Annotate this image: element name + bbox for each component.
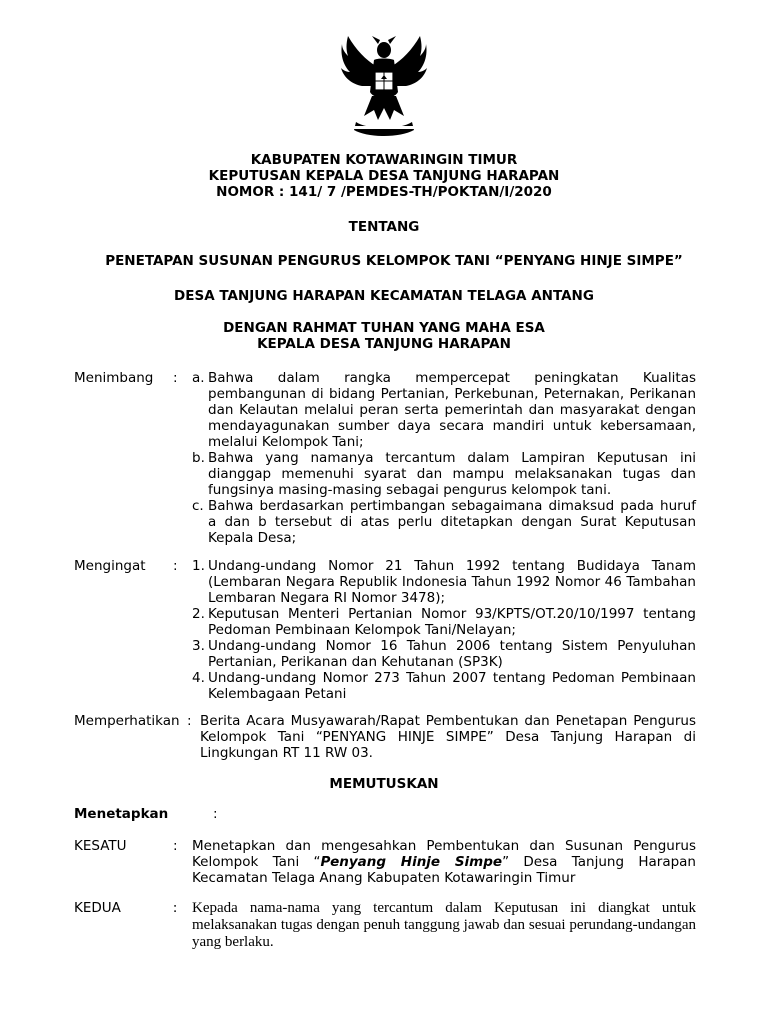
item-text: Undang-undang Nomor 273 Tahun 2007 tentang Pedoman Pembinaan Kelembagaan Petani — [208, 670, 696, 702]
decree-title: KEPUTUSAN KEPALA DESA TANJUNG HARAPAN — [208, 168, 560, 184]
memperhatikan-label: Memperhatikan — [74, 713, 180, 729]
kesatu-text-before: Menetapkan dan mengesahkan Pembentukan dan Susunan Pengurus Kelompok Tani “ — [192, 838, 696, 870]
rahmat-line-2: KEPALA DESA TANJUNG HARAPAN — [257, 336, 511, 352]
item-marker: 4. — [192, 670, 205, 686]
menimbang-colon: : — [173, 370, 178, 386]
item-marker: 1. — [192, 558, 205, 574]
subject-line-1: PENETAPAN SUSUNAN PENGURUS KELOMPOK TANI “PENYANG HINJE SIMPE” — [105, 253, 683, 269]
regency-title: KABUPATEN KOTAWARINGIN TIMUR — [250, 152, 518, 168]
item-text: Keputusan Menteri Pertanian Nomor 93/KPTS/OT.20/10/1997 tentang Pedoman Pembinaan Kelompok Tani/Nelayan; — [208, 606, 696, 638]
item-text: Bahwa berdasarkan pertimbangan sebagaimana dimaksud pada huruf a dan b tersebut di atas perlu ditetapkan dengan Surat Keputusan Kepala Desa; — [208, 498, 696, 546]
item-text: Undang-undang Nomor 16 Tahun 2006 tentang Sistem Penyuluhan Pertanian, Perikanan dan Kehutanan (SP3K) — [208, 638, 696, 670]
list-item — [192, 450, 696, 498]
tentang-heading: TENTANG — [348, 219, 420, 235]
kesatu-group-name: Penyang Hinje Simpe — [320, 854, 503, 870]
kesatu-colon: : — [173, 838, 178, 854]
kedua-colon: : — [173, 900, 178, 916]
menimbang-list — [192, 370, 696, 546]
list-item — [192, 370, 696, 450]
list-item — [192, 558, 696, 606]
kedua-label: KEDUA — [74, 900, 121, 916]
item-marker: a. — [192, 370, 205, 386]
kedua-text: Kepada nama-nama yang tercantum dalam Keputusan ini diangkat untuk melaksanakan tugas dengan penuh tanggung jawab dan sesuai perundang-undangan yang berlaku. — [192, 900, 696, 950]
garuda-emblem-icon — [338, 30, 430, 146]
menetapkan-label: Menetapkan — [74, 806, 169, 822]
list-item — [192, 606, 696, 638]
mengingat-list — [192, 558, 696, 702]
mengingat-label: Mengingat — [74, 558, 146, 574]
item-text: Bahwa dalam rangka mempercepat peningkatan Kualitas pembangunan di bidang Pertanian, Perkebunan, Peternakan, Perikanan dan Kelautan melalui peran serta pemerintah dan masyarakat dengan mendayagunakan sumber daya secara mandiri untuk kebersamaan, melalui Kelompok Tani; — [208, 370, 696, 450]
memperhatikan-colon: : — [187, 713, 192, 729]
item-text: Undang-undang Nomor 21 Tahun 1992 tentang Budidaya Tanam (Lembaran Negara Republik Indonesia Tahun 1992 Nomor 46 Tambahan Lembaran Negara RI Nomor 3478); — [208, 558, 696, 606]
rahmat-line-1: DENGAN RAHMAT TUHAN YANG MAHA ESA — [223, 320, 545, 336]
item-text: Bahwa yang namanya tercantum dalam Lampiran Keputusan ini dianggap memenuhi syarat dan mampu melaksanakan tugas dan fungsinya masing-masing sebagai pengurus kelompok tani. — [208, 450, 696, 498]
list-item — [192, 498, 696, 546]
decree-number: NOMOR : 141/ 7 /PEMDES-TH/POKTAN/I/2020 — [216, 184, 552, 200]
kesatu-label: KESATU — [74, 838, 127, 854]
item-marker: 3. — [192, 638, 205, 654]
rahmat-block — [60, 320, 708, 352]
list-item — [192, 670, 696, 702]
menimbang-label: Menimbang — [74, 370, 154, 386]
item-marker: b. — [192, 450, 205, 466]
memutuskan-heading: MEMUTUSKAN — [329, 776, 439, 792]
menetapkan-colon: : — [213, 806, 218, 822]
kesatu-text — [192, 838, 696, 886]
memperhatikan-text: Berita Acara Musyawarah/Rapat Pembentukan dan Penetapan Pengurus Kelompok Tani “PENYANG HINJE SIMPE” Desa Tanjung Harapan di Lingkungan RT 11 RW 03. — [200, 713, 696, 761]
header-block — [60, 152, 708, 200]
item-marker: 2. — [192, 606, 205, 622]
item-marker: c. — [192, 498, 204, 514]
list-item — [192, 638, 696, 670]
kesatu-text-after: ” Desa Tanjung Harapan Kecamatan Telaga Anang Kabupaten Kotawaringin Timur — [192, 854, 696, 886]
mengingat-colon: : — [173, 558, 178, 574]
subject-line-2: DESA TANJUNG HARAPAN KECAMATAN TELAGA ANTANG — [174, 288, 594, 304]
